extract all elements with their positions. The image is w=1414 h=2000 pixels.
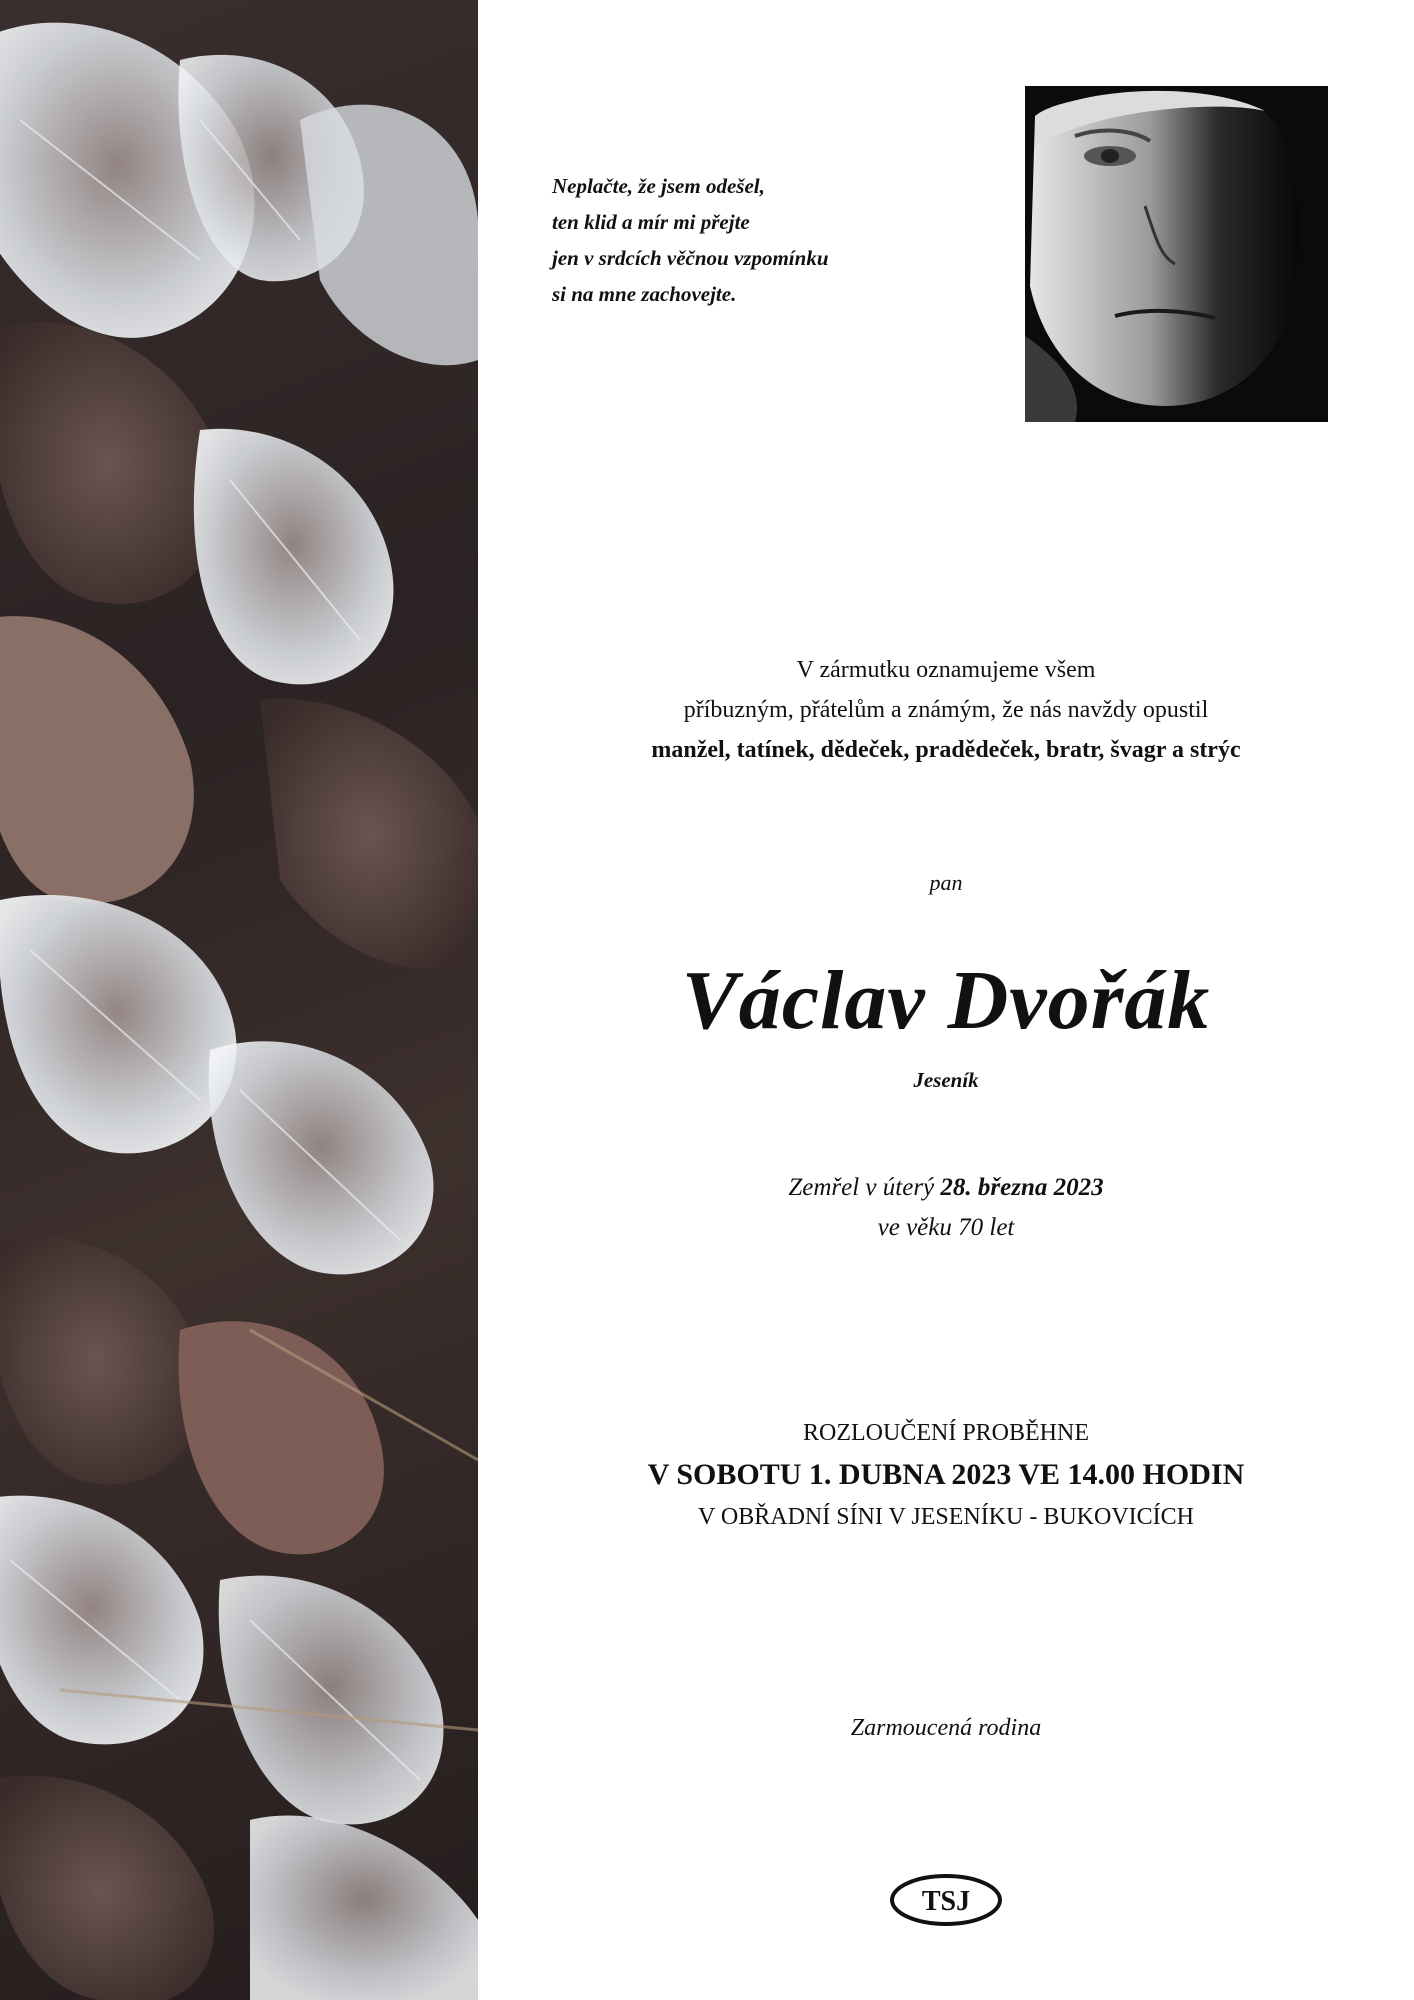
- announcement-text: [478, 650, 1414, 770]
- honorific-title: pan: [929, 870, 963, 895]
- frosted-leaves-illustration: [0, 0, 478, 2000]
- poem-line: Neplačte, že jsem odešel,: [552, 174, 765, 198]
- family-signature: Zarmoucená rodina: [850, 1715, 1042, 1741]
- deceased-name: Václav Dvořák: [681, 954, 1211, 1047]
- tsj-logo-icon: [888, 1872, 1004, 1928]
- portrait-photo: [1025, 86, 1328, 422]
- death-age: ve věku 70 let: [877, 1214, 1015, 1241]
- man-portrait-illustration: [1025, 86, 1328, 422]
- poem-line: si na mne zachovejte.: [552, 282, 737, 306]
- death-prefix: Zemřel v úterý: [788, 1174, 935, 1201]
- logo-text: TSJ: [921, 1886, 971, 1917]
- death-info: [478, 1168, 1414, 1248]
- funeral-service-logo: [888, 1872, 1004, 1928]
- funeral-info: [478, 1412, 1414, 1538]
- poem-line: jen v srdcích věčnou vzpomínku: [552, 246, 829, 270]
- death-date-line: [478, 1168, 1414, 1208]
- funeral-datetime: V SOBOTU 1. DUBNA 2023 VE 14.00 HODIN: [647, 1458, 1245, 1491]
- death-date: 28. března 2023: [940, 1174, 1104, 1201]
- relations-list: manžel, tatínek, dědeček, pradědeček, bratr, švagr a strýc: [651, 737, 1241, 763]
- funeral-place: V OBŘADNÍ SÍNI V JESENÍKU - BUKOVICÍCH: [697, 1504, 1195, 1530]
- deceased-town: Jeseník: [913, 1068, 979, 1092]
- announcement-line-2: příbuzným, přátelům a známým, že nás navždy opustil: [683, 697, 1209, 723]
- frosted-leaves-image: [0, 0, 478, 2000]
- memorial-poem: [552, 168, 952, 312]
- poem-line: ten klid a mír mi přejte: [552, 210, 750, 234]
- announcement-line-1: V zármutku oznamujeme všem: [796, 657, 1096, 683]
- funeral-heading: ROZLOUČENÍ PROBĚHNE: [803, 1420, 1089, 1446]
